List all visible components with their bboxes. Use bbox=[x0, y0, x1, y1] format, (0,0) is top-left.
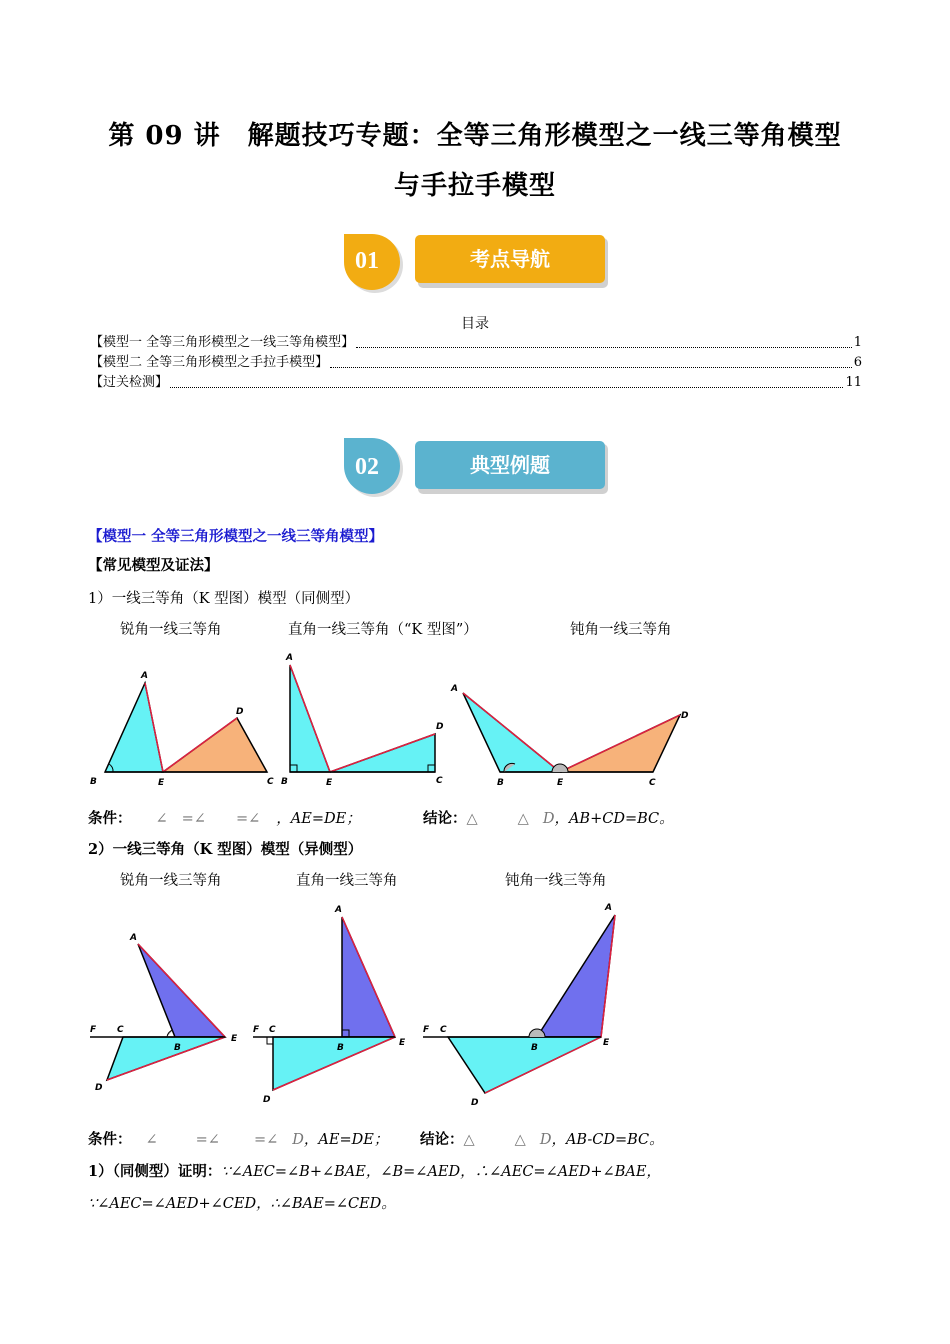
banner-kaodian-daohang bbox=[338, 228, 610, 294]
part2-condition bbox=[88, 1128, 388, 1149]
pt-label-e: E bbox=[557, 778, 564, 788]
conclusion-label: 结论： bbox=[420, 1131, 464, 1148]
proof-prefix: 1）（同侧型）证明： bbox=[88, 1163, 222, 1180]
caption-obtuse: 钝角一线三等角 bbox=[570, 622, 672, 638]
condition-frag: =∠ bbox=[253, 1132, 279, 1148]
pt-label-d: D bbox=[471, 1098, 479, 1108]
pt-label-c: C bbox=[440, 1025, 447, 1035]
figure-obtuse-opposite-side bbox=[423, 903, 615, 1108]
toc-item-page: 1 bbox=[853, 335, 862, 350]
proof-text: ∵∠AEC=∠B+∠BAE，∠B=∠AED，∴∠AEC=∠AED+∠BAE， bbox=[221, 1164, 661, 1180]
figure-acute-opposite-side bbox=[90, 933, 238, 1093]
pt-label-e: E bbox=[399, 1038, 406, 1048]
pt-label-a: A bbox=[451, 684, 458, 694]
conclusion-frag: ，AB+CD=BC。 bbox=[554, 811, 674, 827]
figure-acute-same-side bbox=[90, 671, 274, 788]
part1-title: 1）一线三等角（K 型图）模型（同侧型） bbox=[88, 591, 360, 607]
banner-label: 典型例题 bbox=[470, 453, 550, 477]
part1-condition bbox=[88, 807, 361, 828]
toc-leader bbox=[356, 347, 852, 348]
pt-label-c: C bbox=[267, 777, 274, 787]
caption-right: 直角一线三等角（“K 型图”） bbox=[288, 622, 478, 638]
part1-conclusion bbox=[423, 807, 674, 828]
toc-item-page: 6 bbox=[853, 355, 862, 370]
toc-item[interactable] bbox=[90, 333, 862, 353]
toc-item-label: 【过关检测】 bbox=[90, 375, 169, 390]
figure-obtuse-same-side bbox=[450, 684, 689, 788]
part2-title: 2）一线三等角（K 型图）模型（异侧型） bbox=[88, 841, 363, 858]
toc-item[interactable] bbox=[90, 353, 862, 373]
pt-label-c: C bbox=[117, 1025, 124, 1035]
proof-line-1 bbox=[88, 1160, 661, 1181]
figure-right-same-side bbox=[281, 653, 444, 788]
table-of-contents bbox=[90, 333, 862, 393]
condition-label: 条件： bbox=[88, 810, 132, 827]
page-title: 第 09 讲 解题技巧专题：全等三角形模型之一线三等角模型 bbox=[108, 121, 842, 151]
toc-item-page: 11 bbox=[845, 375, 862, 390]
pt-label-a: A bbox=[605, 903, 612, 913]
pt-label-d: D bbox=[95, 1083, 103, 1093]
page-title-line2: 与手拉手模型 bbox=[393, 171, 556, 201]
pt-label-d: D bbox=[236, 707, 244, 717]
pt-label-b: B bbox=[90, 777, 97, 787]
pt-label-e: E bbox=[158, 778, 165, 788]
conclusion-frag: D bbox=[539, 1132, 552, 1148]
condition-frag: =∠ bbox=[181, 811, 206, 827]
pt-label-d: D bbox=[681, 711, 689, 721]
condition-frag: =∠ bbox=[195, 1132, 220, 1148]
pt-label-b: B bbox=[281, 777, 288, 787]
banner-number: 02 bbox=[355, 454, 379, 480]
pt-label-f: F bbox=[253, 1025, 260, 1035]
pt-label-b: B bbox=[174, 1043, 181, 1053]
pt-label-e: E bbox=[326, 778, 333, 788]
caption-acute: 锐角一线三等角 bbox=[120, 873, 222, 889]
pt-label-f: F bbox=[90, 1025, 97, 1035]
banner-number: 01 bbox=[355, 248, 379, 274]
condition-frag: ，AE=DE； bbox=[276, 811, 361, 827]
pt-label-d: D bbox=[436, 722, 444, 732]
toc-leader bbox=[170, 387, 843, 388]
condition-frag: ∠ bbox=[145, 1132, 158, 1148]
conclusion-frag: △ bbox=[463, 1132, 475, 1148]
conclusion-frag: △ bbox=[466, 811, 478, 827]
toc-leader bbox=[330, 367, 852, 368]
figure-row-same-side bbox=[85, 645, 705, 790]
condition-label: 条件： bbox=[88, 1131, 132, 1148]
pt-label-d: D bbox=[263, 1095, 271, 1105]
pt-label-b: B bbox=[337, 1043, 344, 1053]
conclusion-frag: ，AB-CD=BC。 bbox=[551, 1132, 664, 1148]
toc-item[interactable] bbox=[90, 373, 862, 393]
banner-label: 考点导航 bbox=[470, 247, 550, 271]
pt-label-b: B bbox=[531, 1043, 538, 1053]
pt-label-e: E bbox=[603, 1038, 610, 1048]
pt-label-f: F bbox=[423, 1025, 430, 1035]
pt-label-a: A bbox=[141, 671, 148, 681]
subheading-common-models: 【常见模型及证法】 bbox=[88, 557, 219, 574]
condition-frag: D bbox=[292, 1132, 304, 1148]
condition-frag: ，AE=DE； bbox=[303, 1132, 389, 1148]
pt-label-a: A bbox=[286, 653, 293, 663]
caption-right: 直角一线三等角 bbox=[296, 873, 398, 889]
pt-label-c: C bbox=[269, 1025, 276, 1035]
pt-label-b: B bbox=[497, 778, 504, 788]
caption-acute: 锐角一线三等角 bbox=[120, 622, 222, 638]
section-heading-model1: 【模型一 全等三角形模型之一线三等角模型】 bbox=[88, 528, 384, 545]
toc-item-label: 【模型二 全等三角形模型之手拉手模型】 bbox=[90, 355, 329, 370]
figure-right-opposite-side bbox=[253, 905, 406, 1105]
proof-line-2: ∵∠AEC=∠AED+∠CED，∴∠BAE=∠CED。 bbox=[88, 1196, 396, 1212]
toc-item-label: 【模型一 全等三角形模型之一线三等角模型】 bbox=[90, 335, 355, 350]
pt-label-c: C bbox=[649, 778, 656, 788]
conclusion-label: 结论： bbox=[423, 810, 467, 827]
toc-heading: 目录 bbox=[461, 316, 489, 332]
banner-dianxing-liti bbox=[338, 432, 610, 498]
conclusion-frag: △ bbox=[514, 1132, 526, 1148]
conclusion-frag: △ bbox=[517, 811, 529, 827]
pt-label-e: E bbox=[231, 1034, 238, 1044]
caption-obtuse: 钝角一线三等角 bbox=[505, 873, 607, 889]
pt-label-c: C bbox=[436, 776, 443, 786]
condition-frag: ∠ bbox=[155, 811, 168, 827]
pt-label-a: A bbox=[335, 905, 342, 915]
condition-frag: =∠ bbox=[235, 811, 261, 827]
conclusion-frag: D bbox=[542, 811, 555, 827]
pt-label-a: A bbox=[130, 933, 137, 943]
figure-row-opposite-side bbox=[85, 900, 645, 1115]
part2-conclusion bbox=[420, 1128, 664, 1149]
